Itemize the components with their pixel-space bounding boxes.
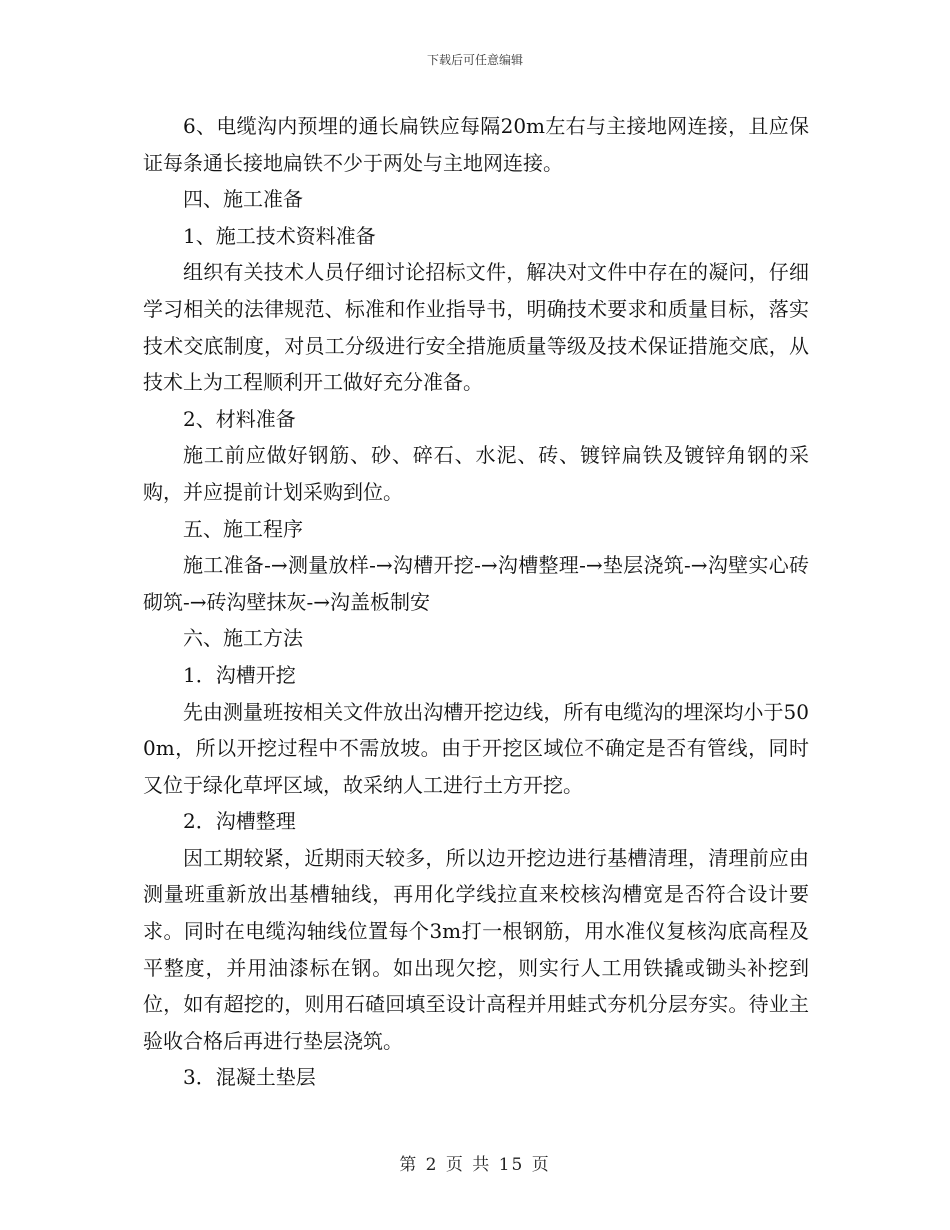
paragraph-technical-data: 组织有关技术人员仔细讨论招标文件，解决对文件中存在的凝问，仔细学习相关的法律规范、标准和作业指导书，明确技术要求和质量目标，落实技术交底制度，对员工分级进行安全措施质量等级及技术保证措施交底，从技术上为工程顺利开工做好充分准备。 <box>143 260 809 395</box>
subheading-trench-excavation: 1．沟槽开挖 <box>183 662 296 687</box>
document-body <box>143 108 809 1096</box>
paragraph-construction-procedure: 施工准备-→测量放样-→沟槽开挖-→沟槽整理-→垫层浇筑-→沟壁实心砖砌筑-→砖沟壁抹灰-→沟盖板制安 <box>143 553 809 614</box>
subheading-material-preparation: 2、材料准备 <box>183 406 296 431</box>
paragraph-trench-finishing: 因工期较紧，近期雨天较多，所以边开挖边进行基槽清理，清理前应由测量班重新放出基槽轴线，再用化学线拉直来校核沟槽宽是否符合设计要求。同时在电缆沟轴线位置每个3m打一根钢筋，用水准仪复核沟底高程及平整度，并用油漆标在钢。如出现欠挖，则实行人工用铁撬或锄头补挖到位，如有超挖的，则用石碴回填至设计高程并用蛙式夯机分层夯实。待业主验收合格后再进行垫层浇筑。 <box>143 845 809 1053</box>
paragraph-grounding-note: 6、电缆沟内预埋的通长扁铁应每隔20m左右与主接地网连接，且应保证每条通长接地扁铁不少于两处与主地网连接。 <box>143 114 809 175</box>
subheading-concrete-cushion: 3．混凝土垫层 <box>183 1065 316 1090</box>
page-footer: 第 2 页 共 15 页 <box>399 1155 551 1175</box>
subheading-technical-data: 1、施工技术资料准备 <box>183 223 376 248</box>
subheading-trench-finishing: 2．沟槽整理 <box>183 809 296 834</box>
paragraph-trench-excavation: 先由测量班按相关文件放出沟槽开挖边线，所有电缆沟的埋深均小于500m，所以开挖过程中不需放坡。由于开挖区域位不确定是否有管线，同时又位于绿化草坪区域，故采纳人工进行土方开挖。 <box>143 699 809 797</box>
heading-construction-preparation: 四、施工准备 <box>183 187 303 212</box>
heading-construction-method: 六、施工方法 <box>183 626 303 651</box>
page-header: 下载后可任意编辑 <box>426 53 523 67</box>
heading-construction-procedure: 五、施工程序 <box>183 516 303 541</box>
paragraph-material-preparation: 施工前应做好钢筋、砂、碎石、水泥、砖、镀锌扁铁及镀锌角钢的采购，并应提前计划采购到位。 <box>143 443 809 504</box>
